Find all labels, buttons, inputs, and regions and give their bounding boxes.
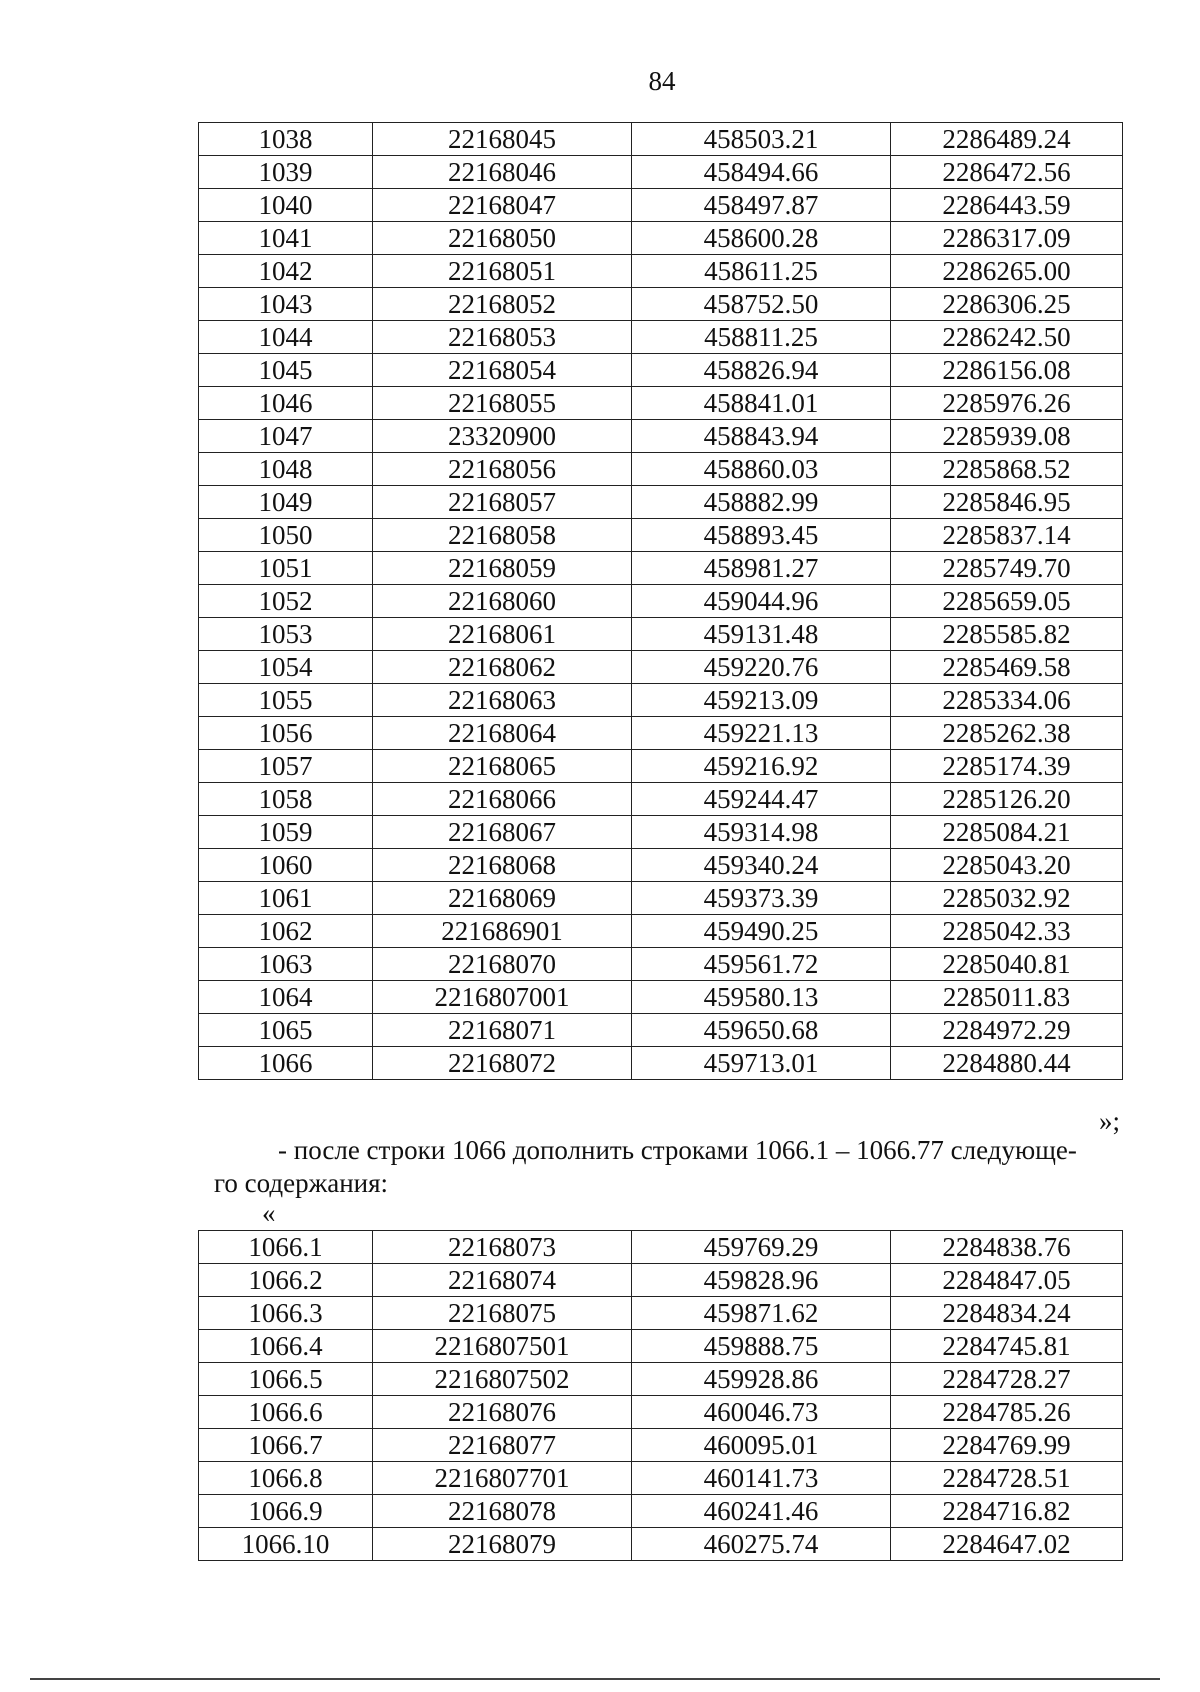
y-coordinate-cell: 2284647.02 — [891, 1528, 1123, 1561]
table-row — [199, 1495, 1123, 1528]
table-row — [199, 222, 1123, 255]
point-id-cell: 22168063 — [373, 684, 632, 717]
point-id-cell: 22168057 — [373, 486, 632, 519]
y-coordinate-cell: 2285469.58 — [891, 651, 1123, 684]
x-coordinate-cell: 459221.13 — [632, 717, 891, 750]
point-id-cell: 22168051 — [373, 255, 632, 288]
x-coordinate-cell: 459220.76 — [632, 651, 891, 684]
row-number-cell: 1049 — [199, 486, 373, 519]
x-coordinate-cell: 458882.99 — [632, 486, 891, 519]
row-number-cell: 1066.1 — [199, 1231, 373, 1264]
y-coordinate-cell: 2286317.09 — [891, 222, 1123, 255]
row-number-cell: 1055 — [199, 684, 373, 717]
point-id-cell: 22168067 — [373, 816, 632, 849]
point-id-cell: 22168055 — [373, 387, 632, 420]
row-number-cell: 1066.5 — [199, 1363, 373, 1396]
closing-quote: »; — [1098, 1106, 1120, 1136]
x-coordinate-cell: 459888.75 — [632, 1330, 891, 1363]
x-coordinate-cell: 459373.39 — [632, 882, 891, 915]
row-number-cell: 1061 — [199, 882, 373, 915]
table-row — [199, 1528, 1123, 1561]
row-number-cell: 1059 — [199, 816, 373, 849]
table-row — [199, 750, 1123, 783]
x-coordinate-cell: 459928.86 — [632, 1363, 891, 1396]
table-row — [199, 321, 1123, 354]
row-number-cell: 1066 — [199, 1047, 373, 1080]
row-number-cell: 1064 — [199, 981, 373, 1014]
x-coordinate-cell: 459580.13 — [632, 981, 891, 1014]
x-coordinate-cell: 459131.48 — [632, 618, 891, 651]
table-row — [199, 1363, 1123, 1396]
y-coordinate-cell: 2284880.44 — [891, 1047, 1123, 1080]
x-coordinate-cell: 459216.92 — [632, 750, 891, 783]
table-row — [199, 783, 1123, 816]
x-coordinate-cell: 459828.96 — [632, 1264, 891, 1297]
row-number-cell: 1043 — [199, 288, 373, 321]
point-id-cell: 22168050 — [373, 222, 632, 255]
row-number-cell: 1046 — [199, 387, 373, 420]
footer-divider — [30, 1678, 1160, 1680]
point-id-cell: 22168060 — [373, 585, 632, 618]
row-number-cell: 1038 — [199, 123, 373, 156]
point-id-cell: 22168079 — [373, 1528, 632, 1561]
row-number-cell: 1039 — [199, 156, 373, 189]
point-id-cell: 22168075 — [373, 1297, 632, 1330]
table-row — [199, 717, 1123, 750]
point-id-cell: 22168045 — [373, 123, 632, 156]
row-number-cell: 1063 — [199, 948, 373, 981]
point-id-cell: 22168065 — [373, 750, 632, 783]
x-coordinate-cell: 459490.25 — [632, 915, 891, 948]
y-coordinate-cell: 2285043.20 — [891, 849, 1123, 882]
table-row — [199, 882, 1123, 915]
point-id-cell: 22168054 — [373, 354, 632, 387]
y-coordinate-cell: 2286265.00 — [891, 255, 1123, 288]
row-number-cell: 1047 — [199, 420, 373, 453]
x-coordinate-cell: 459650.68 — [632, 1014, 891, 1047]
row-number-cell: 1054 — [199, 651, 373, 684]
y-coordinate-cell: 2285749.70 — [891, 552, 1123, 585]
page-number: 84 — [648, 66, 676, 96]
x-coordinate-cell: 458600.28 — [632, 222, 891, 255]
x-coordinate-cell: 460241.46 — [632, 1495, 891, 1528]
table-row — [199, 1231, 1123, 1264]
table-row — [199, 1014, 1123, 1047]
y-coordinate-cell: 2285262.38 — [891, 717, 1123, 750]
x-coordinate-cell: 459713.01 — [632, 1047, 891, 1080]
y-coordinate-cell: 2284728.27 — [891, 1363, 1123, 1396]
row-number-cell: 1052 — [199, 585, 373, 618]
row-number-cell: 1042 — [199, 255, 373, 288]
x-coordinate-cell: 458752.50 — [632, 288, 891, 321]
row-number-cell: 1066.3 — [199, 1297, 373, 1330]
row-number-cell: 1044 — [199, 321, 373, 354]
table-row — [199, 981, 1123, 1014]
x-coordinate-cell: 458503.21 — [632, 123, 891, 156]
point-id-cell: 22168071 — [373, 1014, 632, 1047]
x-coordinate-cell: 459213.09 — [632, 684, 891, 717]
table-row — [199, 915, 1123, 948]
point-id-cell: 22168053 — [373, 321, 632, 354]
instruction-line-2: го содержания: — [214, 1168, 389, 1198]
y-coordinate-cell: 2285846.95 — [891, 486, 1123, 519]
x-coordinate-cell: 459561.72 — [632, 948, 891, 981]
point-id-cell: 22168047 — [373, 189, 632, 222]
table-row — [199, 585, 1123, 618]
table-row — [199, 948, 1123, 981]
point-id-cell: 22168068 — [373, 849, 632, 882]
y-coordinate-cell: 2284769.99 — [891, 1429, 1123, 1462]
row-number-cell: 1066.7 — [199, 1429, 373, 1462]
point-id-cell: 22168076 — [373, 1396, 632, 1429]
x-coordinate-cell: 458611.25 — [632, 255, 891, 288]
point-id-cell: 22168077 — [373, 1429, 632, 1462]
row-number-cell: 1066.9 — [199, 1495, 373, 1528]
point-id-cell: 2216807001 — [373, 981, 632, 1014]
table-row — [199, 387, 1123, 420]
point-id-cell: 2216807501 — [373, 1330, 632, 1363]
y-coordinate-cell: 2285011.83 — [891, 981, 1123, 1014]
y-coordinate-cell: 2285040.81 — [891, 948, 1123, 981]
coordinates-table-2 — [198, 1230, 1123, 1561]
x-coordinate-cell: 460275.74 — [632, 1528, 891, 1561]
y-coordinate-cell: 2285042.33 — [891, 915, 1123, 948]
coordinates-table-1 — [198, 122, 1123, 1080]
x-coordinate-cell: 458841.01 — [632, 387, 891, 420]
x-coordinate-cell: 458843.94 — [632, 420, 891, 453]
table-row — [199, 288, 1123, 321]
table-row — [199, 486, 1123, 519]
point-id-cell: 23320900 — [373, 420, 632, 453]
point-id-cell: 22168072 — [373, 1047, 632, 1080]
point-id-cell: 22168070 — [373, 948, 632, 981]
table-row — [199, 354, 1123, 387]
instruction-paragraph — [214, 1134, 1120, 1200]
table-row — [199, 1462, 1123, 1495]
point-id-cell: 22168056 — [373, 453, 632, 486]
point-id-cell: 2216807502 — [373, 1363, 632, 1396]
row-number-cell: 1045 — [199, 354, 373, 387]
row-number-cell: 1041 — [199, 222, 373, 255]
table-row — [199, 123, 1123, 156]
y-coordinate-cell: 2284972.29 — [891, 1014, 1123, 1047]
y-coordinate-cell: 2285976.26 — [891, 387, 1123, 420]
row-number-cell: 1051 — [199, 552, 373, 585]
row-number-cell: 1060 — [199, 849, 373, 882]
y-coordinate-cell: 2284745.81 — [891, 1330, 1123, 1363]
point-id-cell: 22168052 — [373, 288, 632, 321]
y-coordinate-cell: 2284834.24 — [891, 1297, 1123, 1330]
row-number-cell: 1057 — [199, 750, 373, 783]
row-number-cell: 1056 — [199, 717, 373, 750]
table-row — [199, 453, 1123, 486]
x-coordinate-cell: 459769.29 — [632, 1231, 891, 1264]
y-coordinate-cell: 2284728.51 — [891, 1462, 1123, 1495]
y-coordinate-cell: 2285659.05 — [891, 585, 1123, 618]
y-coordinate-cell: 2285868.52 — [891, 453, 1123, 486]
x-coordinate-cell: 459871.62 — [632, 1297, 891, 1330]
point-id-cell: 22168062 — [373, 651, 632, 684]
y-coordinate-cell: 2286242.50 — [891, 321, 1123, 354]
y-coordinate-cell: 2286443.59 — [891, 189, 1123, 222]
table-row — [199, 1297, 1123, 1330]
y-coordinate-cell: 2285585.82 — [891, 618, 1123, 651]
table-row — [199, 519, 1123, 552]
table-1-body — [199, 123, 1123, 1080]
table-row — [199, 189, 1123, 222]
point-id-cell: 221686901 — [373, 915, 632, 948]
y-coordinate-cell: 2284785.26 — [891, 1396, 1123, 1429]
point-id-cell: 22168066 — [373, 783, 632, 816]
row-number-cell: 1053 — [199, 618, 373, 651]
instruction-line-1: - после строки 1066 дополнить строками 1066.1 – 1066.77 следующе- — [278, 1135, 1077, 1165]
y-coordinate-cell: 2284847.05 — [891, 1264, 1123, 1297]
row-number-cell: 1048 — [199, 453, 373, 486]
point-id-cell: 22168069 — [373, 882, 632, 915]
x-coordinate-cell: 458811.25 — [632, 321, 891, 354]
row-number-cell: 1066.4 — [199, 1330, 373, 1363]
table-row — [199, 816, 1123, 849]
opening-quote: « — [262, 1198, 276, 1228]
table-row — [199, 255, 1123, 288]
y-coordinate-cell: 2285334.06 — [891, 684, 1123, 717]
table-row — [199, 849, 1123, 882]
x-coordinate-cell: 458860.03 — [632, 453, 891, 486]
point-id-cell: 2216807701 — [373, 1462, 632, 1495]
table-row — [199, 618, 1123, 651]
x-coordinate-cell: 460046.73 — [632, 1396, 891, 1429]
point-id-cell: 22168046 — [373, 156, 632, 189]
table-row — [199, 1429, 1123, 1462]
point-id-cell: 22168059 — [373, 552, 632, 585]
y-coordinate-cell: 2286472.56 — [891, 156, 1123, 189]
x-coordinate-cell: 458826.94 — [632, 354, 891, 387]
row-number-cell: 1066.8 — [199, 1462, 373, 1495]
table-row — [199, 420, 1123, 453]
table-row — [199, 684, 1123, 717]
point-id-cell: 22168064 — [373, 717, 632, 750]
y-coordinate-cell: 2286156.08 — [891, 354, 1123, 387]
x-coordinate-cell: 458494.66 — [632, 156, 891, 189]
x-coordinate-cell: 459314.98 — [632, 816, 891, 849]
point-id-cell: 22168061 — [373, 618, 632, 651]
y-coordinate-cell: 2285084.21 — [891, 816, 1123, 849]
x-coordinate-cell: 458893.45 — [632, 519, 891, 552]
x-coordinate-cell: 458497.87 — [632, 189, 891, 222]
y-coordinate-cell: 2284838.76 — [891, 1231, 1123, 1264]
row-number-cell: 1066.2 — [199, 1264, 373, 1297]
y-coordinate-cell: 2286489.24 — [891, 123, 1123, 156]
y-coordinate-cell: 2284716.82 — [891, 1495, 1123, 1528]
point-id-cell: 22168073 — [373, 1231, 632, 1264]
table-row — [199, 651, 1123, 684]
table-row — [199, 1047, 1123, 1080]
y-coordinate-cell: 2285126.20 — [891, 783, 1123, 816]
x-coordinate-cell: 459340.24 — [632, 849, 891, 882]
x-coordinate-cell: 459044.96 — [632, 585, 891, 618]
table-2-body — [199, 1231, 1123, 1561]
table-row — [199, 1396, 1123, 1429]
y-coordinate-cell: 2285939.08 — [891, 420, 1123, 453]
row-number-cell: 1050 — [199, 519, 373, 552]
point-id-cell: 22168058 — [373, 519, 632, 552]
row-number-cell: 1058 — [199, 783, 373, 816]
x-coordinate-cell: 460095.01 — [632, 1429, 891, 1462]
row-number-cell: 1066.10 — [199, 1528, 373, 1561]
row-number-cell: 1066.6 — [199, 1396, 373, 1429]
x-coordinate-cell: 460141.73 — [632, 1462, 891, 1495]
y-coordinate-cell: 2286306.25 — [891, 288, 1123, 321]
point-id-cell: 22168074 — [373, 1264, 632, 1297]
row-number-cell: 1040 — [199, 189, 373, 222]
table-row — [199, 1330, 1123, 1363]
x-coordinate-cell: 458981.27 — [632, 552, 891, 585]
point-id-cell: 22168078 — [373, 1495, 632, 1528]
row-number-cell: 1062 — [199, 915, 373, 948]
y-coordinate-cell: 2285837.14 — [891, 519, 1123, 552]
table-row — [199, 1264, 1123, 1297]
table-row — [199, 552, 1123, 585]
x-coordinate-cell: 459244.47 — [632, 783, 891, 816]
y-coordinate-cell: 2285174.39 — [891, 750, 1123, 783]
table-row — [199, 156, 1123, 189]
row-number-cell: 1065 — [199, 1014, 373, 1047]
y-coordinate-cell: 2285032.92 — [891, 882, 1123, 915]
